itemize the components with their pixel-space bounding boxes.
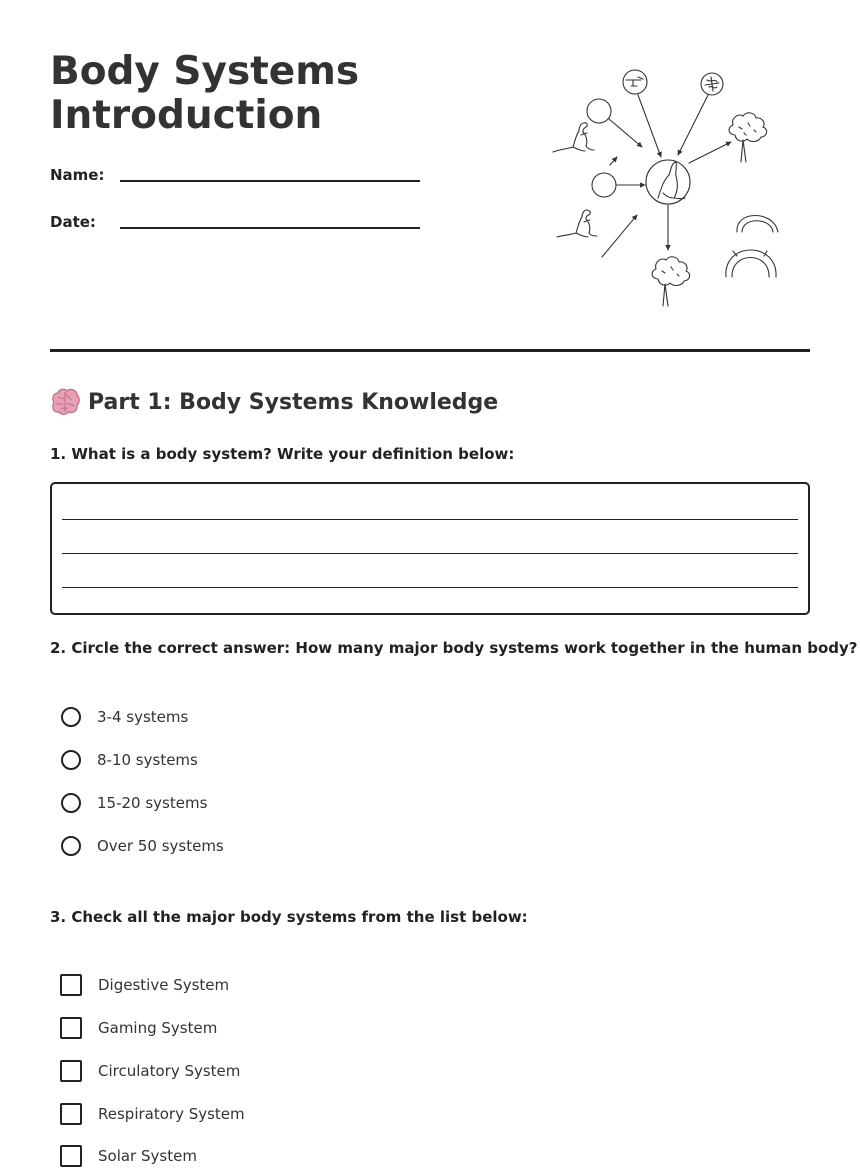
checkbox[interactable]: [60, 1145, 82, 1167]
q3-option[interactable]: [60, 1101, 245, 1127]
radio-circle[interactable]: [61, 793, 81, 813]
q2-option-label: 15-20 systems: [97, 794, 208, 812]
q2-option-label: 3-4 systems: [97, 708, 189, 726]
radio-circle[interactable]: [61, 707, 81, 727]
radio-circle[interactable]: [61, 836, 81, 856]
date-write-line[interactable]: [120, 227, 420, 229]
name-field[interactable]: [50, 166, 430, 196]
answer-line: [62, 587, 798, 588]
section-title-part-1: [50, 388, 498, 416]
date-label: Date:: [50, 213, 96, 231]
q3-option[interactable]: [60, 1015, 217, 1041]
title-line-2: Introduction: [50, 93, 323, 138]
question-1: 1. What is a body system? Write your definition below:: [50, 445, 515, 463]
q2-option-label: Over 50 systems: [97, 837, 224, 855]
date-field[interactable]: [50, 213, 430, 243]
title-line-1: Body Systems: [50, 49, 360, 94]
definition-answer-box[interactable]: [50, 482, 810, 615]
name-write-line[interactable]: [120, 180, 420, 182]
checkbox[interactable]: [60, 1060, 82, 1082]
radio-circle[interactable]: [61, 750, 81, 770]
question-2: 2. Circle the correct answer: How many major body systems work together in the human body?: [50, 639, 858, 657]
page-title: [50, 50, 480, 138]
center-circle: [646, 160, 690, 204]
q2-option[interactable]: [60, 747, 198, 773]
food-chain-diagram-icon: [545, 65, 785, 310]
checkbox[interactable]: [60, 1017, 82, 1039]
answer-line: [62, 553, 798, 554]
answer-line: [62, 519, 798, 520]
brain-icon: [50, 388, 80, 416]
q3-option-label: Solar System: [98, 1147, 197, 1165]
q3-option-label: Digestive System: [98, 976, 230, 994]
name-label: Name:: [50, 166, 105, 184]
q2-option[interactable]: [60, 833, 224, 859]
q2-option[interactable]: [60, 704, 188, 730]
checkbox[interactable]: [60, 974, 82, 996]
q3-option-label: Respiratory System: [98, 1105, 245, 1123]
q2-option-label: 8-10 systems: [97, 751, 198, 769]
q3-option[interactable]: [60, 1058, 240, 1084]
section-title-text: Part 1: Body Systems Knowledge: [88, 389, 499, 415]
q3-option[interactable]: [60, 972, 229, 998]
header-divider: [50, 349, 810, 352]
q3-option[interactable]: [60, 1143, 197, 1169]
q2-option[interactable]: [60, 790, 207, 816]
q3-option-label: Circulatory System: [98, 1062, 241, 1080]
question-3: 3. Check all the major body systems from the list below:: [50, 908, 528, 926]
checkbox[interactable]: [60, 1103, 82, 1125]
q3-option-label: Gaming System: [98, 1019, 218, 1037]
